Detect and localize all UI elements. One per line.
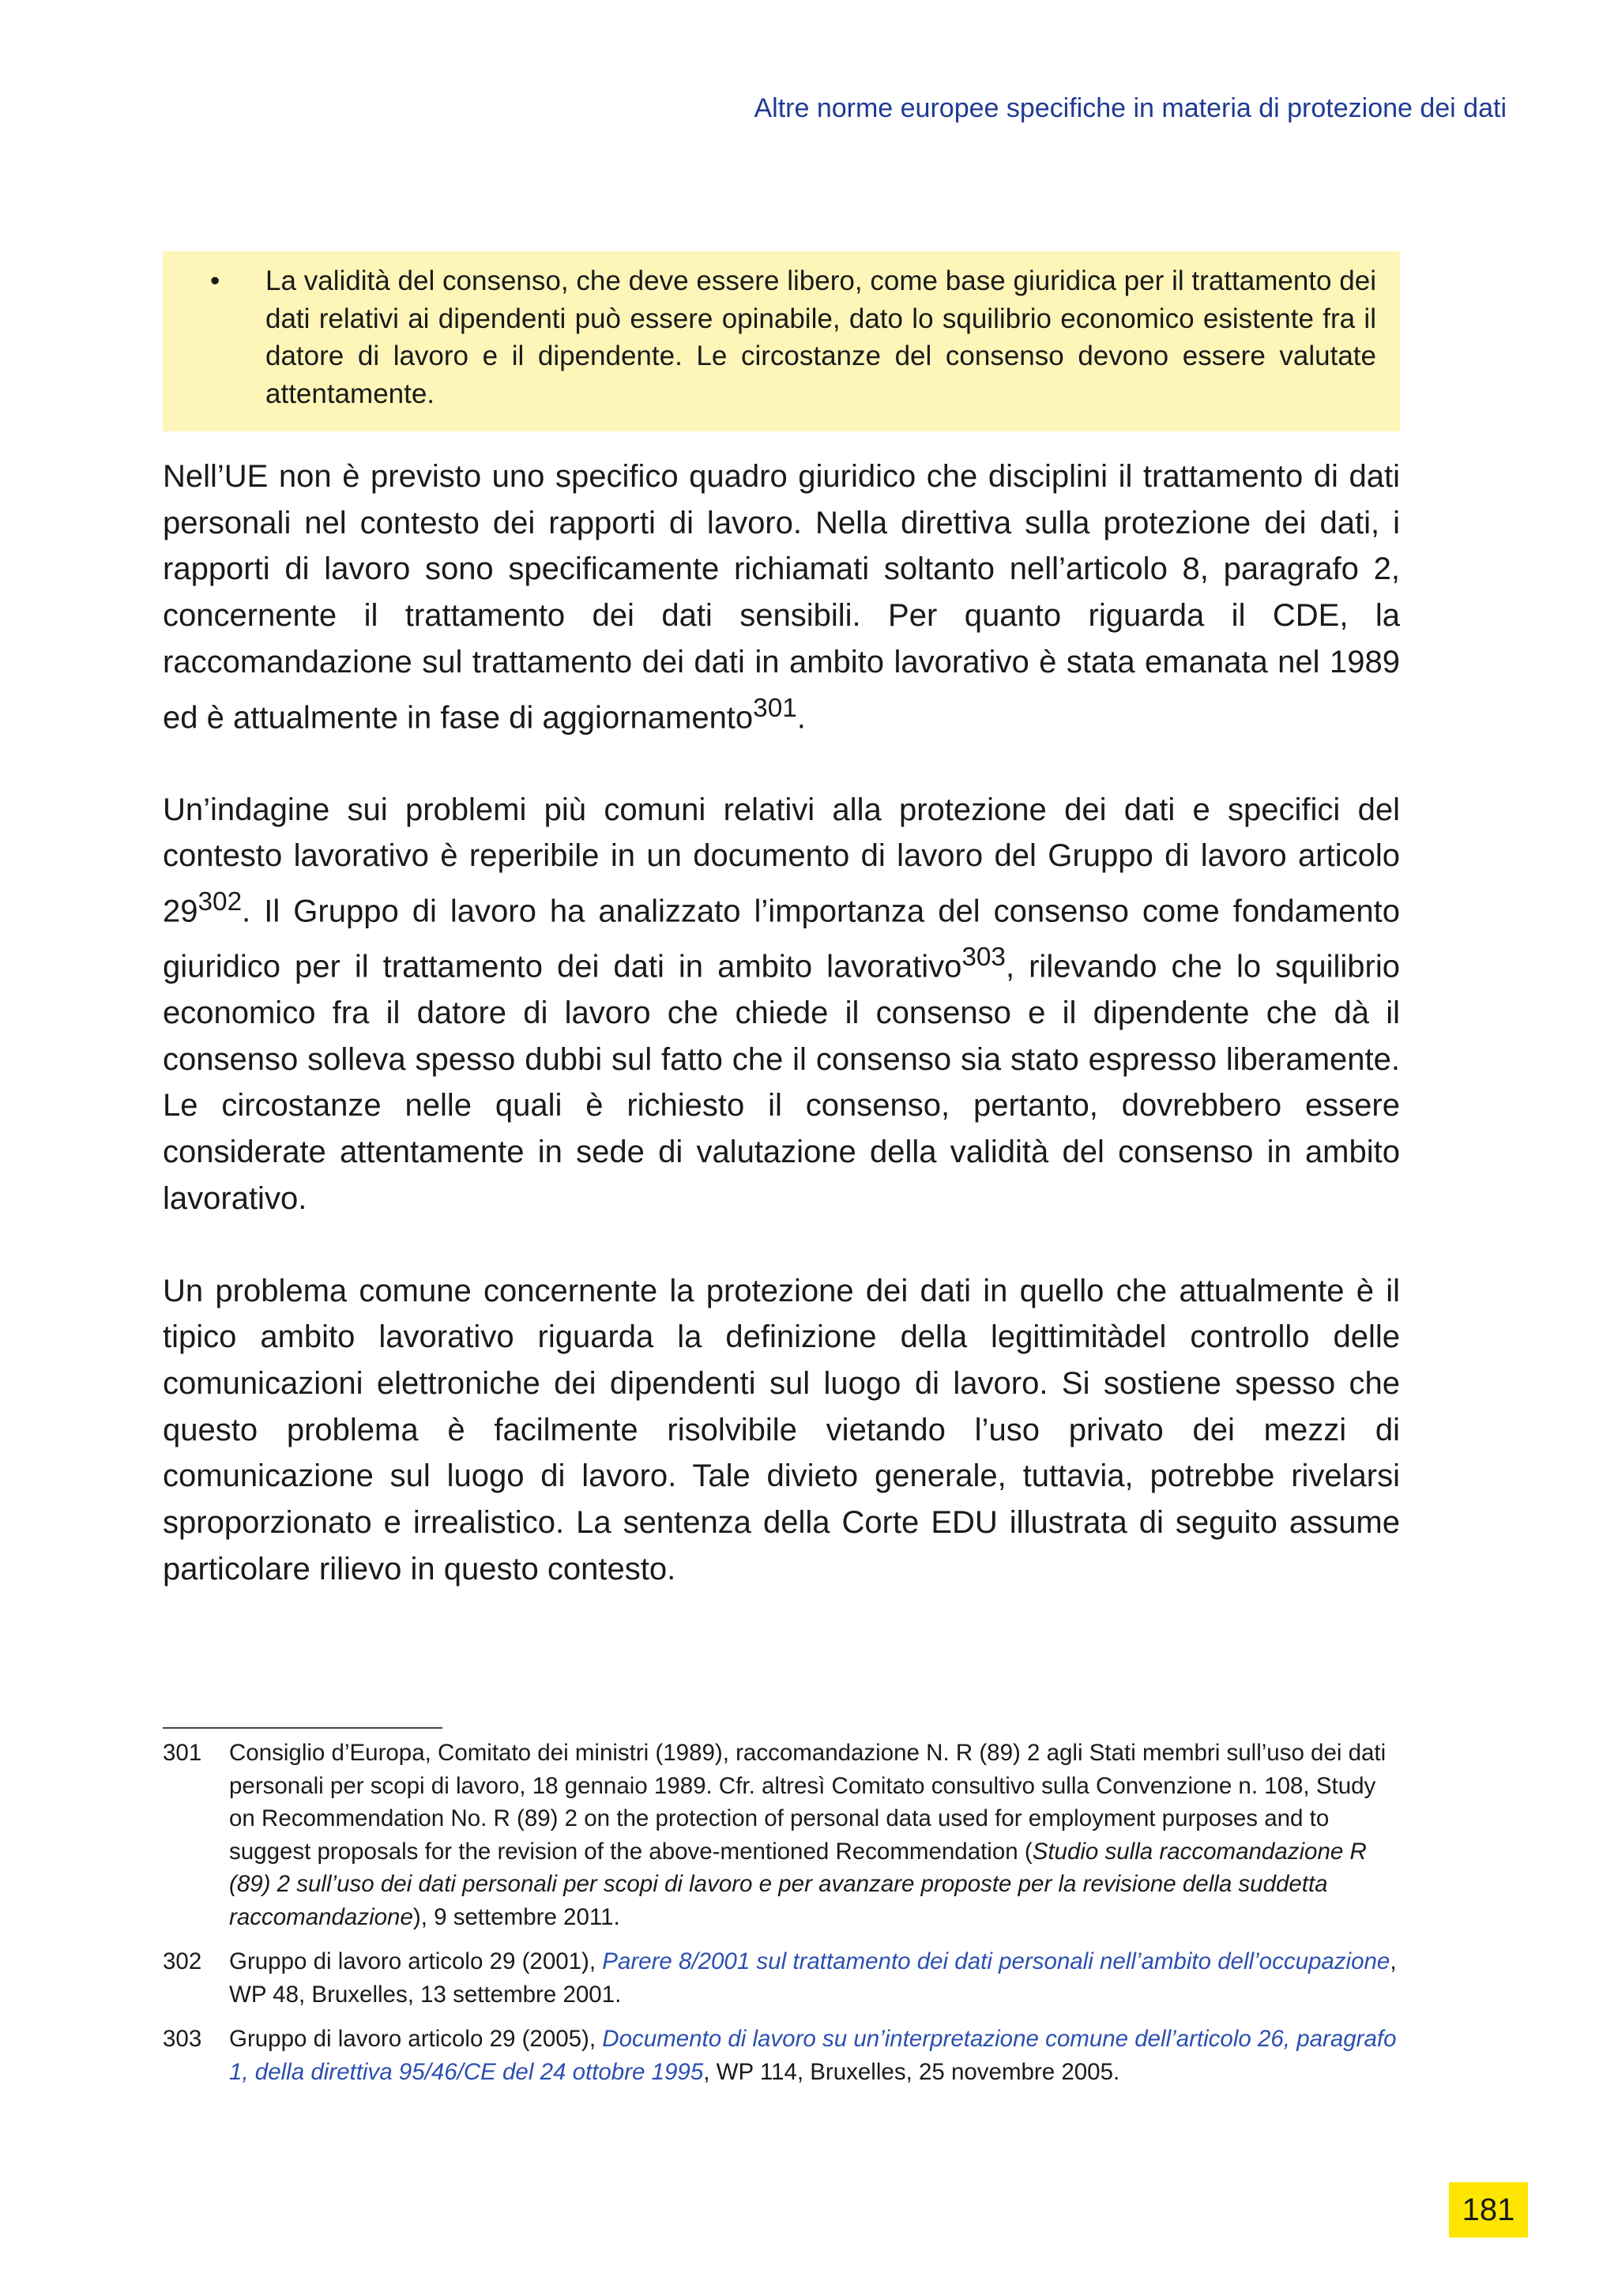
footnote-link[interactable]: Parere 8/2001 sul trattamento dei dati personali nell’ambito dell’occupazione: [602, 1948, 1390, 1974]
footnote-text: ), 9 settembre 2011.: [412, 1903, 620, 1930]
footnote-number: 303: [163, 2026, 202, 2052]
paragraph-2-part2: . Il Gruppo di lavoro ha analizzato l’importanza del consenso come fondamento giuridico per il trattamento dei dati in ambito lavorativo: [163, 894, 1400, 984]
paragraph-3: Un problema comune concernente la protezione dei dati in quello che attualmente è il tipico ambito lavorativo riguarda la definizione della legittimitàdel controllo delle comunicazioni elettroniche dei dipendenti sul luogo di lavoro. Si sostiene spesso che questo problema è facilmente risolvibile vietando l’uso privato dei mezzi di comunicazione sul luogo di lavoro. Tale divieto generale, tuttavia, potrebbe rivelarsi sproporzionato e irrealistico. La sentenza della Corte EDU illustrata di seguito assume particolare rilievo in questo contesto.: [163, 1273, 1400, 1586]
paragraph-1-end: .: [796, 699, 806, 735]
footnote-text: , WP 48, Bruxelles, 13 settembre 2001.: [229, 1948, 1397, 2008]
footnote-ref-301[interactable]: 301: [753, 693, 797, 723]
page-number: 181: [1449, 2182, 1528, 2238]
footnote-ref-302[interactable]: 302: [198, 886, 243, 917]
footnote-body: [229, 1945, 1400, 2011]
paragraph-2-part1: Un’indagine sui problemi più comuni relativi alla protezione dei dati e specifici del contesto lavorativo è reperibile in un documento di lavoro del Gruppo di lavoro articolo 29: [163, 792, 1400, 929]
footnote-text: Consiglio d’Europa, Comitato dei ministri (1989), raccomandazione N. R (89) 2 agli Stati membri sull’uso dei dati personali per scopi di lavoro, 18 gennaio 1989. Cfr. altresì Comitato consultivo sulla Convenzione n. 108, Study on Recommendation No. R (89) 2 on the protection of personal data used for employment purposes and to suggest proposals for the revision of the above-mentioned Recommendation (: [229, 1740, 1387, 1865]
main-text: [163, 454, 1400, 1638]
running-header: Altre norme europee specifiche in materia di protezione dei dati: [754, 93, 1507, 123]
footnote-text: Gruppo di lavoro articolo 29 (2001),: [229, 1948, 603, 1974]
bullet-item: [210, 262, 1376, 412]
bullet-text: La validità del consenso, che deve essere libero, come base giuridica per il trattamento dei dati relativi ai dipendenti può essere opinabile, dato lo squilibrio economico esistente fra il datore di lavoro e il dipendente. Le circostanze del consenso devono essere valutate attentamente.: [265, 265, 1376, 409]
footnote-body: [229, 2023, 1400, 2088]
footnote-301: [163, 1737, 1400, 1933]
footnote-number: 301: [163, 1740, 202, 1766]
highlight-box: [163, 251, 1400, 431]
footnote-italic-title: Studio sulla raccomandazione R (89) 2 sull’uso dei dati personali per scopi di lavoro e per avanzare proposte per la revisione della suddetta raccomandazione: [229, 1838, 1367, 1930]
footnote-302: [163, 1945, 1400, 2011]
bullet-dot: •: [210, 265, 220, 296]
footnote-text: Gruppo di lavoro articolo 29 (2005),: [229, 2026, 603, 2052]
paragraph-2: [163, 787, 1400, 1222]
footnote-number: 302: [163, 1948, 202, 1974]
paragraph-1-text: Nell’UE non è previsto uno specifico quadro giuridico che disciplini il trattamento di dati personali nel contesto dei rapporti di lavoro. Nella direttiva sulla protezione dei dati, i rapporti di lavoro sono specificamente richiamati soltanto nell’articolo 8, paragrafo 2, concernente il trattamento dei dati sensibili. Per quanto riguarda il CDE, la raccomandazione sul trattamento dei dati in ambito lavorativo è stata emanata nel 1989 ed è attualmente in fase di aggiornamento: [163, 459, 1400, 735]
paragraph-2-part3: , rilevando che lo squilibrio economico fra il datore di lavoro che chiede il consenso e il dipendente che dà il consenso solleva spesso dubbi sul fatto che il consenso sia stato espresso liberamente. Le circostanze nelle quali è richiesto il consenso, pertanto, dovrebbero essere considerate attentamente in sede di valutazione della validità del consenso in ambito lavorativo.: [163, 949, 1400, 1216]
footnote-link[interactable]: Documento di lavoro su un’interpretazione comune dell’articolo 26, paragrafo 1, della direttiva 95/46/CE del 24 ottobre 1995: [229, 2026, 1397, 2085]
footnote-text: , WP 114, Bruxelles, 25 novembre 2005.: [703, 2058, 1120, 2085]
paragraph-1: [163, 454, 1400, 741]
footnote-body: [229, 1737, 1400, 1933]
footnote-divider: [163, 1727, 442, 1729]
footnote-303: [163, 2023, 1400, 2088]
footnote-ref-303[interactable]: 303: [961, 942, 1006, 972]
footnotes: [163, 1737, 1400, 2100]
